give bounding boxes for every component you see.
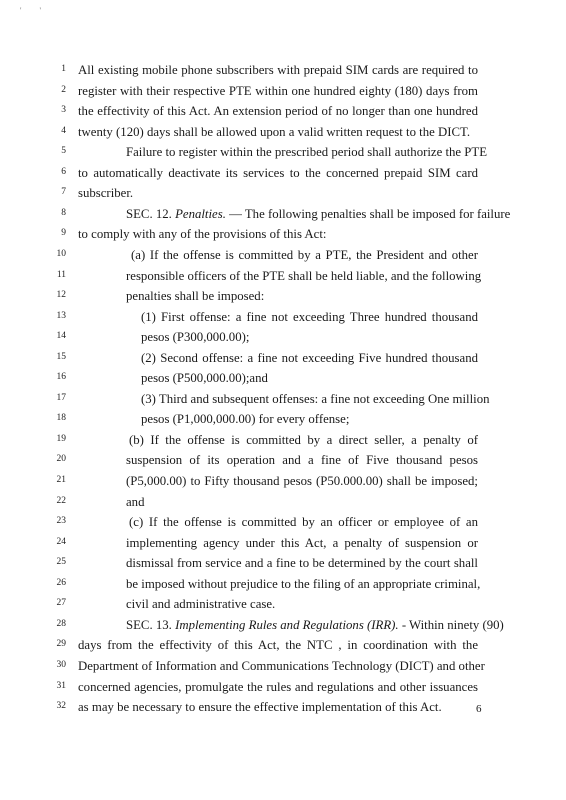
text-line (0, 450, 566, 470)
line-text (126, 204, 511, 224)
text-line (0, 574, 566, 594)
line-number: 27 (56, 598, 66, 609)
line-text (126, 615, 504, 635)
line-body: Failure to register within the prescribed period shall authorize the PTE (126, 145, 488, 160)
text-line (0, 245, 566, 265)
line-number: 13 (56, 310, 66, 321)
line-body: pesos (P300,000.00); (141, 330, 250, 345)
line-text (141, 368, 478, 388)
text-line (0, 348, 566, 368)
text-line (0, 409, 566, 429)
line-text (126, 286, 478, 306)
line-text (78, 677, 478, 697)
text-line (0, 635, 566, 655)
text-line (0, 594, 566, 614)
line-body: All existing mobile phone subscribers with prepaid SIM cards are required to (78, 63, 478, 77)
line-body: suspension of its operation and a fine of Five thousand pesos (126, 453, 478, 468)
line-body: (3) Third and subsequent offenses: a fine not exceeding One million (141, 391, 490, 406)
line-body: (c) If the offense is committed by an officer or employee of an (129, 515, 478, 530)
line-text (141, 327, 478, 347)
line-number: 20 (56, 454, 66, 465)
line-number: 30 (56, 659, 66, 670)
text-line (0, 471, 566, 491)
text-line (0, 553, 566, 573)
line-number: 19 (56, 433, 66, 444)
line-text (78, 101, 478, 121)
line-body: and (126, 494, 145, 509)
line-text (78, 635, 478, 655)
line-number: 29 (56, 639, 66, 650)
section-label: SEC. 12. (126, 206, 176, 221)
line-text (78, 60, 478, 80)
line-body: the effectivity of this Act. An extension period of no longer than one hundred (78, 104, 478, 119)
text-line (0, 60, 566, 80)
text-line (0, 307, 566, 327)
line-number: 24 (56, 536, 66, 547)
line-text (126, 594, 478, 614)
line-text (126, 492, 478, 512)
line-body: — The following penalties shall be imposed for failure (225, 206, 511, 221)
text-line (0, 430, 566, 450)
text-line (0, 389, 566, 409)
text-line (0, 656, 566, 676)
line-text (126, 533, 478, 553)
line-body: register with their respective PTE within one hundred eighty (180) days from (78, 83, 478, 98)
line-text (126, 553, 478, 573)
line-body: as may be necessary to ensure the effective implementation of this Act. (78, 700, 442, 715)
text-line (0, 492, 566, 512)
line-number: 28 (56, 618, 66, 629)
line-text (78, 183, 478, 203)
line-text (78, 697, 478, 717)
line-body: (2) Second offense: a fine not exceeding Five hundred thousand (141, 350, 478, 365)
line-number: 26 (56, 577, 66, 588)
line-body: - Within ninety (90) (398, 617, 504, 632)
line-body: to comply with any of the provisions of this Act: (78, 227, 327, 242)
text-line (0, 101, 566, 121)
line-number: 4 (61, 125, 66, 136)
line-text (141, 348, 478, 368)
line-text (131, 245, 478, 265)
line-number: 14 (56, 331, 66, 342)
line-body: to automatically deactivate its services to the concerned prepaid SIM card (78, 165, 478, 180)
text-line (0, 368, 566, 388)
line-number: 23 (56, 516, 66, 527)
line-body: days from the effectivity of this Act, the NTC , in coordination with the (78, 638, 478, 653)
text-line (0, 224, 566, 244)
corner-marks: ' ' (20, 6, 49, 15)
line-number: 25 (56, 557, 66, 568)
line-text (126, 471, 478, 491)
text-line (0, 327, 566, 347)
line-text (129, 512, 478, 532)
line-number: 1 (61, 64, 66, 74)
line-body: penalties shall be imposed: (126, 289, 265, 304)
line-body: dismissal from service and a fine to be determined by the court shall (126, 556, 478, 571)
line-text (78, 163, 478, 183)
section-title: Penalties. (175, 206, 226, 221)
text-line (0, 615, 566, 635)
line-text (126, 574, 481, 594)
text-line (0, 163, 566, 183)
line-text (141, 389, 490, 409)
line-body: pesos (P1,000,000.00) for every offense; (141, 412, 350, 427)
line-number: 11 (56, 269, 66, 280)
line-number: 22 (56, 495, 66, 506)
line-text (78, 656, 485, 676)
line-body: (P5,000.00) to Fifty thousand pesos (P50.000.00) shall be imposed; (126, 474, 478, 488)
line-text (78, 224, 478, 244)
line-text (141, 409, 478, 429)
line-number: 32 (56, 701, 66, 712)
text-line (0, 286, 566, 306)
line-text (126, 266, 482, 286)
line-text (78, 81, 478, 101)
line-number: 9 (61, 228, 66, 239)
line-number: 17 (56, 392, 66, 403)
line-text (129, 430, 478, 450)
line-number: 31 (56, 680, 66, 691)
text-line (0, 204, 566, 224)
line-number: 5 (61, 146, 66, 157)
line-number: 16 (56, 372, 66, 383)
line-body: subscriber. (78, 186, 134, 201)
text-line (0, 533, 566, 553)
section-label: SEC. 13. (126, 617, 176, 632)
line-text (78, 122, 478, 142)
line-body: twenty (120) days shall be allowed upon a valid written request to the DICT. (78, 124, 471, 139)
line-text (126, 450, 478, 470)
line-body: responsible officers of the PTE shall be held liable, and the following (126, 268, 482, 283)
text-line (0, 512, 566, 532)
text-line (0, 183, 566, 203)
line-body: Department of Information and Communications Technology (DICT) and other (78, 658, 485, 673)
line-number: 8 (61, 207, 66, 218)
text-line (0, 266, 566, 286)
line-text (141, 307, 478, 327)
line-body: be imposed without prejudice to the filing of an appropriate criminal, (126, 576, 481, 591)
line-body: concerned agencies, promulgate the rules and regulations and other issuances (78, 679, 478, 694)
line-number: 21 (56, 475, 66, 485)
section-title: Implementing Rules and Regulations (IRR). (175, 617, 399, 632)
line-body: (a) If the offense is committed by a PTE, the President and other (131, 247, 478, 262)
line-number: 7 (61, 187, 66, 198)
line-number: 6 (61, 166, 66, 177)
text-line (0, 81, 566, 101)
text-line (0, 142, 566, 162)
line-body: civil and administrative case. (126, 597, 276, 612)
text-line (0, 122, 566, 142)
line-number: 15 (56, 351, 66, 362)
line-number: 18 (56, 413, 66, 424)
line-body: implementing agency under this Act, a penalty of suspension or (126, 535, 478, 550)
line-body: (1) First offense: a fine not exceeding Three hundred thousand (141, 309, 478, 324)
line-number: 2 (61, 84, 66, 95)
line-text (126, 142, 488, 162)
line-body: (b) If the offense is committed by a direct seller, a penalty of (129, 432, 478, 447)
line-number: 3 (61, 105, 66, 116)
line-number: 12 (56, 290, 66, 301)
page-number: 6 (476, 703, 482, 715)
line-body: pesos (P500,000.00);and (141, 371, 268, 386)
text-line (0, 677, 566, 697)
line-number: 10 (56, 248, 66, 259)
